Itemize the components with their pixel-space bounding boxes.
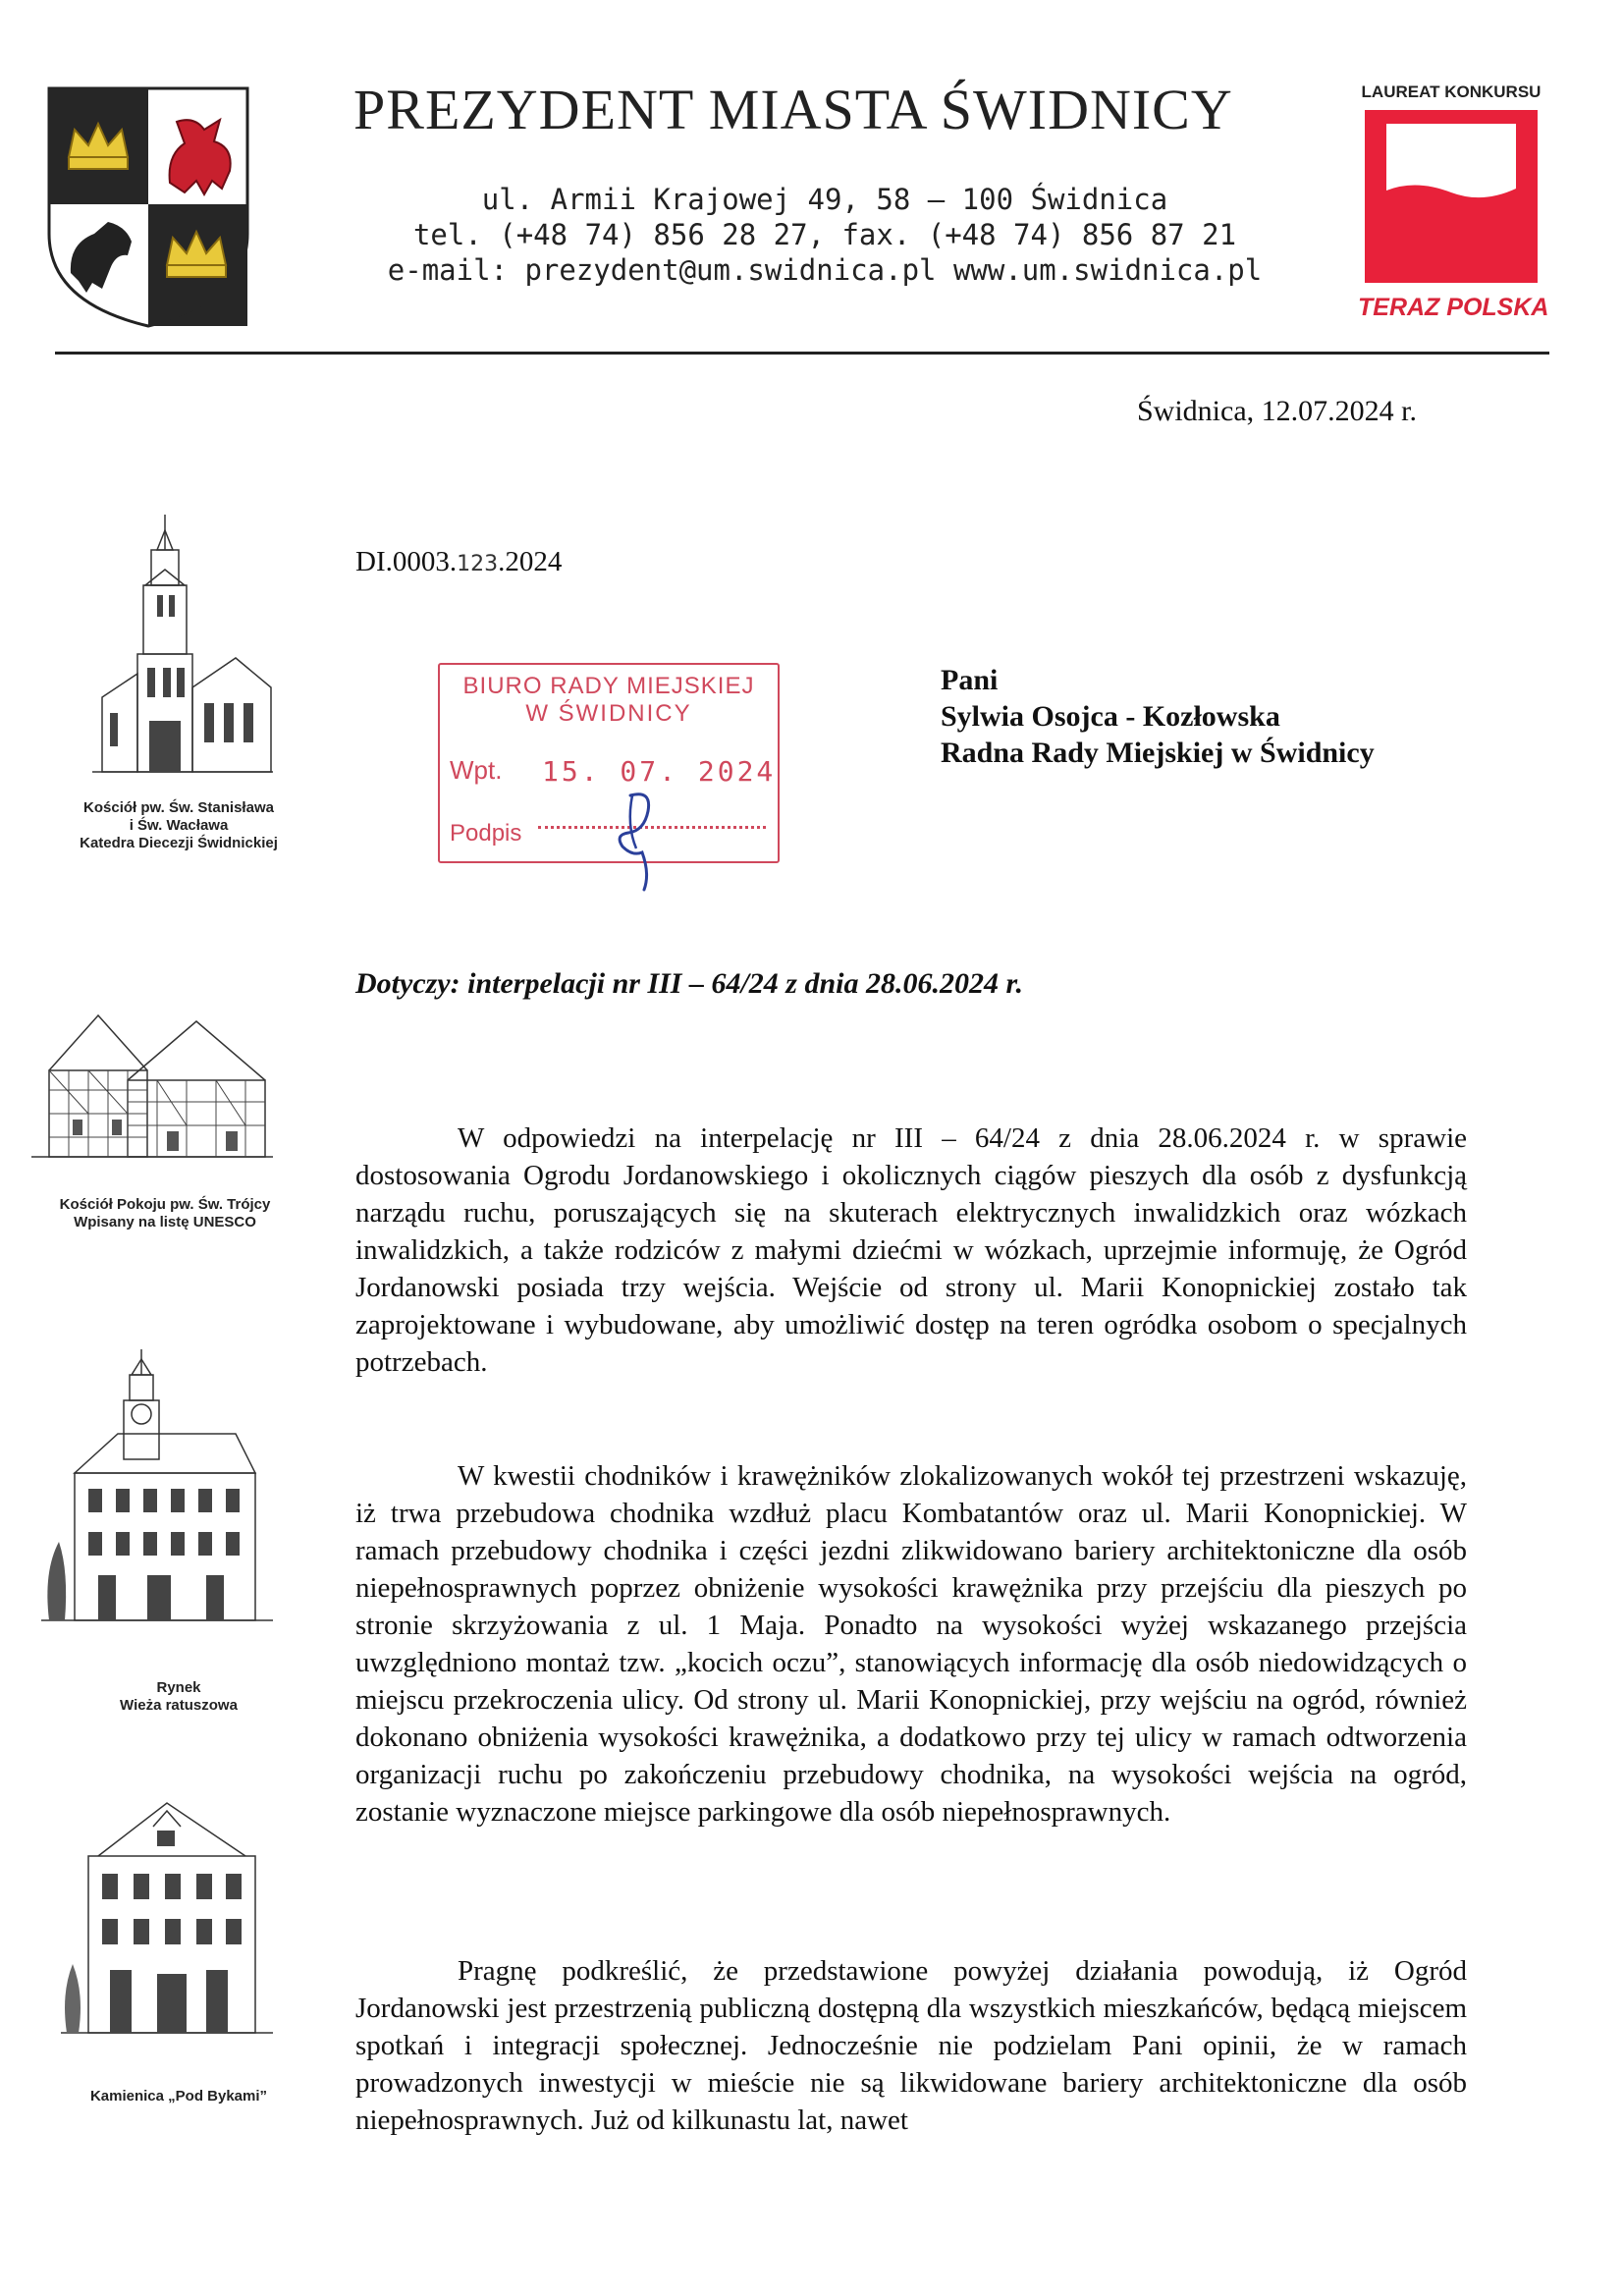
letter-body: [355, 1952, 1467, 2139]
caption-line: i Św. Wacława: [129, 817, 229, 834]
award-label: LAUREAT KONKURSU: [1361, 82, 1542, 101]
caption-cathedral: [41, 799, 316, 852]
stamp-received-date: 15. 07. 2024: [542, 755, 777, 788]
stamp-city: W ŚWIDNICY: [525, 700, 692, 727]
city-coat-of-arms: [47, 86, 249, 328]
stamp-signature-label: Podpis: [450, 820, 522, 847]
town-hall-tower-sketch: [39, 1345, 275, 1630]
reference-number: [355, 546, 562, 578]
office-email-web: e-mail: prezydent@um.swidnica.pl www.um.swidnica.pl: [387, 253, 1263, 287]
reference-handwritten: 123: [457, 552, 499, 576]
letter-date: Świdnica, 12.07.2024 r.: [1137, 395, 1417, 427]
office-phone: tel. (+48 74) 856 28 27, fax. (+48 74) 856 87 21: [412, 218, 1237, 251]
stamp-office: BIURO RADY MIEJSKIEJ: [462, 673, 755, 699]
office-address: ul. Armii Krajowej 49, 58 – 100 Świdnica: [481, 183, 1168, 216]
caption-line: Kościół Pokoju pw. Św. Trójcy: [59, 1196, 271, 1213]
body-paragraph: W odpowiedzi na interpelację nr III – 64/24 z dnia 28.06.2024 r. w sprawie dostosowania Ogrodu Jordanowskiego i okolicznych ciągów pieszych dla osób z dysfunkcją narządu ruchu, poruszających się na skuterach elektrycznych inwalidzkich oraz wózkach inwalidzkich, a także rodziców z małymi dziećmi w wózkach, uprzejmie informuję, że Ogród Jordanowski posiada trzy wejścia. Wejście od strony ul. Marii Konopnickiej zostało tak zaprojektowane i wybudowane, aby umożliwić dostęp na teren ogródka osobom o specjalnych potrzebach.: [355, 1122, 1467, 1378]
reference-prefix: DI.0003.: [355, 546, 458, 577]
caption-pod-bykami: [41, 2088, 316, 2105]
office-title: PREZYDENT MIASTA ŚWIDNICY: [353, 78, 1233, 141]
letter-body: [355, 1120, 1467, 1381]
addressee-position: Radna Rady Miejskiej w Świdnicy: [941, 737, 1375, 769]
caption-line: Wpisany na listę UNESCO: [74, 1214, 256, 1230]
caption-line: Katedra Diecezji Świdnickiej: [80, 835, 278, 851]
teraz-polska-label: TERAZ POLSKA: [1358, 294, 1549, 321]
header-divider: [55, 352, 1549, 355]
cathedral-sketch: [88, 511, 275, 786]
caption-line: Kościół pw. Św. Stanisława: [83, 799, 274, 816]
body-paragraph: Pragnę podkreślić, że przedstawione powyżej działania powodują, iż Ogród Jordanowski jest przestrzenią publiczną dostępną dla wszystkich mieszkańców, będącą miejscem spotkań i integracji społecznej. Jednocześnie nie podzielam Pani opinii, że w ramach prowadzonych inwestycji w mieście nie są likwidowane bariery architektoniczne dla osób niepełnosprawnych. Już od kilkunastu lat, nawet: [355, 1955, 1467, 2136]
letter-subject: Dotyczy: interpelacji nr III – 64/24 z dnia 28.06.2024 r.: [355, 967, 1024, 1000]
letter-body: [355, 1457, 1467, 1831]
caption-line: Rynek: [156, 1679, 201, 1696]
church-of-peace-sketch: [29, 992, 275, 1164]
teraz-polska-logo: [1365, 110, 1538, 283]
caption-line: Kamienica „Pod Bykami”: [89, 2088, 268, 2105]
addressee-salutation: Pani: [941, 664, 999, 696]
handwritten-signature: [609, 786, 668, 894]
addressee-name: Sylwia Osojca - Kozłowska: [941, 700, 1280, 733]
body-paragraph: W kwestii chodników i krawężników zlokalizowanych wokół tej przestrzeni wskazuję, iż trwa przebudowa chodnika wzdłuż placu Kombatantów oraz ul. Marii Konopnickiej. W ramach przebudowy chodnika i części jezdni zlikwidowano bariery architektoniczne dla osób niepełnosprawnych poprzez obniżenie wysokości krawężnika przy przejściu dla pieszych po stronie skrzyżowania z ul. 1 Maja. Ponadto na wysokości wyżej wskazanego przejścia uwzględniono montaż tzw. „kocich oczu”, stanowiących informację dla osób niedowidzących o miejscu przekroczenia ulicy. Od strony ul. Marii Konopnickiej, przy wejściu na ogród, również dokonano obniżenia wysokości krawężnika, a dodatkowo przy tej ulicy w ramach odtworzenia organizacji ruchu po zakończeniu przebudowy chodnika, na wysokości wejścia na ogród, zostanie wyznaczone miejsce parkingowe dla osób niepełnosprawnych.: [355, 1460, 1467, 1828]
caption-line: Wieża ratuszowa: [120, 1697, 238, 1714]
caption-town-hall: [41, 1679, 316, 1715]
pod-bykami-townhouse-sketch: [59, 1797, 275, 2043]
caption-church-of-peace: [27, 1196, 302, 1231]
stamp-received-label: Wpt.: [450, 755, 503, 785]
reference-suffix: .2024: [498, 546, 563, 577]
